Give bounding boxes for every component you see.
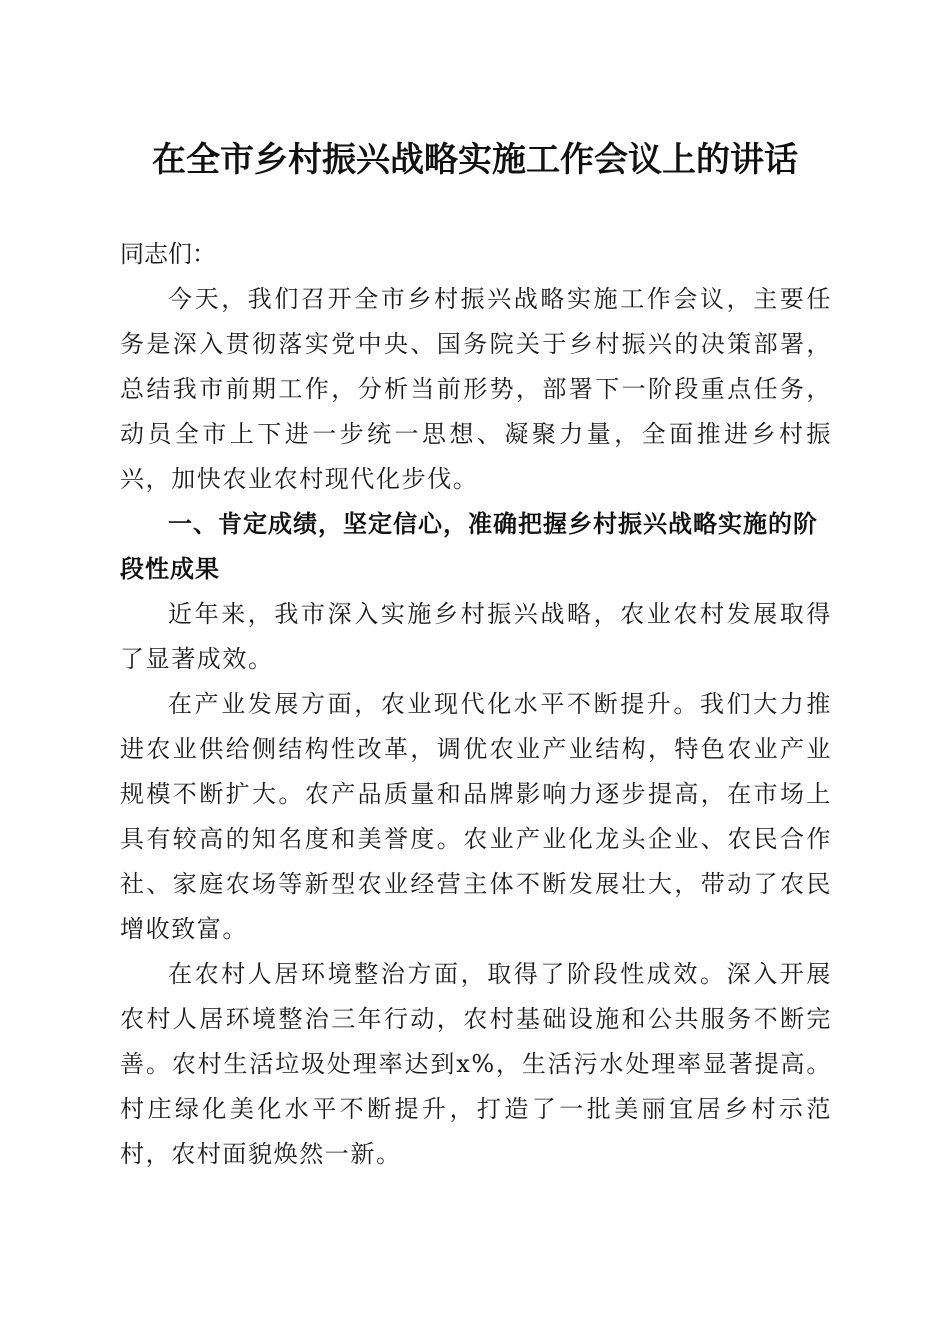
paragraph-environment: 在农村人居环境整治方面，取得了阶段性成效。深入开展农村人居环境整治三年行动，农村基础设施和公共服务不断完善。农村生活垃圾处理率达到x%，生活污水处理率显著提高。村庄绿化美化水平不断提升，打造了一批美丽宜居乡村示范村，农村面貌焕然一新。	[120, 960, 832, 1168]
paragraph-achievements: 近年来，我市深入实施乡村振兴战略，农业农村发展取得了显著成效。	[120, 600, 832, 673]
paragraph-intro: 今天，我们召开全市乡村振兴战略实施工作会议，主要任务是深入贯彻落实党中央、国务院关于乡村振兴的决策部署，总结我市前期工作，分析当前形势，部署下一阶段重点任务，动员全市上下进一步统一思想、凝聚力量，全面推进乡村振兴，加快农业农村现代化步伐。	[120, 285, 832, 493]
page-title: 在全市乡村振兴战略实施工作会议上的讲话	[152, 140, 798, 180]
paragraph-industry: 在产业发展方面，农业现代化水平不断提升。我们大力推进农业供给侧结构性改革，调优农业产业结构，特色农业产业规模不断扩大。农产品质量和品牌影响力逐步提高，在市场上具有较高的知名度和美誉度。农业产业化龙头企业、农民合作社、家庭农场等新型农业经营主体不断发展壮大，带动了农民增收致富。	[120, 690, 832, 943]
document-body	[120, 232, 832, 1177]
salutation: 同志们：	[120, 240, 216, 268]
section-heading: 一、肯定成绩，坚定信心，准确把握乡村振兴战略实施的阶段性成果	[120, 510, 818, 583]
